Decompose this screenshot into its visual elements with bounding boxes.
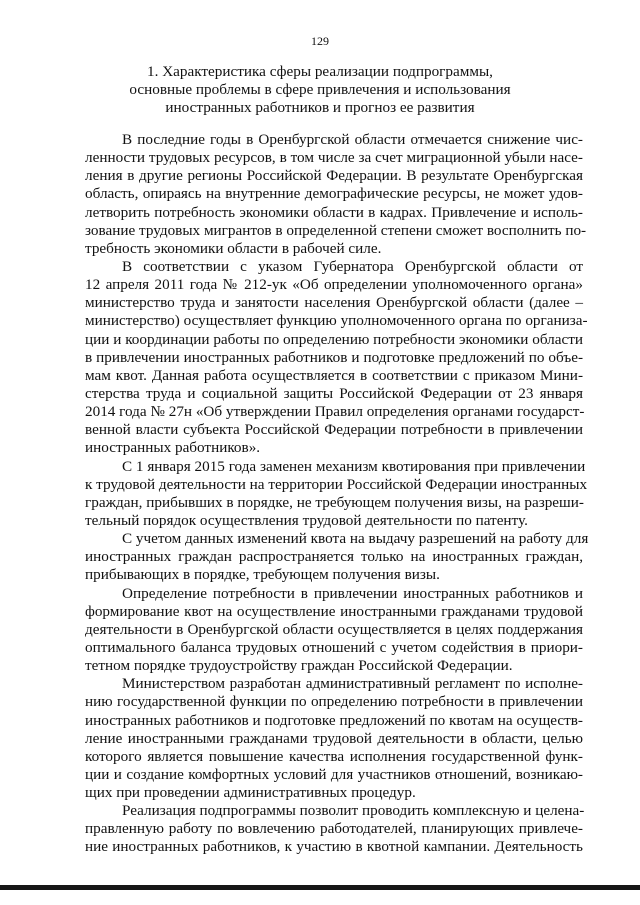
paragraph (85, 585, 583, 676)
paragraph-line: 12 апреля 2011 года № 212-ук «Об определении уполномоченного органа» (85, 276, 583, 294)
paragraph-line: прибывающих в порядке, требующем получения визы. (85, 566, 440, 584)
paragraph-line: Реализация подпрограммы позволит проводить комплексную и целена- (122, 802, 585, 820)
paragraph-line: ции и создание комфортных условий для участников отношений, возникаю- (85, 765, 583, 783)
heading-line: основные проблемы в сфере привлечения и использования (129, 81, 511, 98)
paragraph-line: ние иностранных работников, к участию в квотной кампании. Деятельность (85, 838, 583, 856)
paragraph-line: ции и координации работы по определению потребности экономики области (85, 330, 583, 348)
paragraph-line: Определение потребности в привлечении иностранных работников и (122, 584, 583, 602)
paragraph-line: иностранных граждан распространяется только на иностранных граждан, (85, 548, 583, 566)
paragraph-line: Министерством разработан административный регламент по исполне- (122, 675, 583, 693)
paragraph-line: нию государственной функции по определению потребности в привлечении (85, 693, 583, 711)
heading-line: иностранных работников и прогноз ее развития (165, 99, 475, 116)
paragraph-line: щих при проведении административных процедур. (85, 784, 416, 802)
paragraph-line: ления в другие регионы Российской Федерации. В результате Оренбургская (85, 167, 583, 185)
paragraph-line: ление иностранными гражданами трудовой деятельности в области, целью (85, 729, 583, 747)
paragraph (85, 530, 589, 584)
document-body (85, 131, 589, 857)
paragraph-line: министерство труда и занятости населения Оренбургской области (далее – (85, 294, 583, 312)
paragraph-line: летворить потребность экономики области в кадрах. Привлечение и исполь- (85, 203, 583, 221)
paragraph-line: которого является повышение качества исполнения государственной функ- (85, 747, 583, 765)
paragraph-line: граждан, прибывших в порядке, не требующем получения визы, на разреши- (85, 493, 584, 511)
paragraph-line: иностранных работников». (85, 439, 261, 457)
paragraph-line: тельный порядок осуществления трудовой деятельности по патенту. (85, 511, 528, 529)
paragraph-line: С 1 января 2015 года заменен механизм квотирования при привлечении (122, 457, 586, 475)
paragraph-line: область, опираясь на внутренние демографические ресурсы, не может удов- (85, 185, 583, 203)
paragraph-line: ленности трудовых ресурсов, в том числе за счет миграционной убыли насе- (85, 149, 583, 167)
paragraph (85, 257, 588, 458)
paragraph-line: С учетом данных изменений квота на выдачу разрешений на работу для (122, 530, 589, 548)
paragraph (85, 131, 587, 258)
paragraph-line: оптимального баланса трудовых отношений с учетом содействия в приори- (85, 638, 583, 656)
section-heading (70, 63, 570, 117)
paragraph-line: деятельности в Оренбургской области осуществляется в целях поддержания (85, 620, 583, 638)
paragraph-line: правленную работу по вовлечению работодателей, планирующих привлече- (85, 820, 583, 838)
paragraph-line: стерства труда и социальной защиты Российской Федерации от 23 января (85, 384, 583, 402)
paragraph-line: министерство) осуществляет функцию уполномоченного органа по организа- (85, 312, 588, 330)
paragraph-line: в привлечении иностранных работников и подготовке предложений по объе- (85, 348, 583, 366)
page-number: 129 (311, 34, 329, 48)
paragraph-line: формирование квот на осуществление иностранными гражданами трудовой (85, 602, 583, 620)
paragraph-line: иностранных работников и подготовке предложений по квотам на осуществ- (85, 711, 583, 729)
paragraph-line: В соответствии с указом Губернатора Оренбургской области от (122, 257, 583, 275)
bottom-rule (0, 885, 640, 890)
paragraph-line: к трудовой деятельности на территории Российской Федерации иностранных (85, 475, 588, 493)
paragraph-line: требность экономики области в рабочей силе. (85, 239, 382, 257)
paragraph-line: 2014 года № 27н «Об утверждении Правил определения органами государст- (85, 403, 585, 421)
paragraph (85, 675, 583, 802)
heading-line: 1. Характеристика сферы реализации подпрограммы, (147, 63, 493, 80)
paragraph (85, 802, 583, 856)
paragraph-line: В последние годы в Оренбургской области отмечается снижение чис- (122, 131, 583, 148)
paragraph (85, 457, 588, 531)
paragraph-line: тетном порядке трудоустройству граждан Российской Федерации. (85, 657, 513, 675)
paragraph-line: зование трудовых мигрантов в определенной степени сможет восполнить по- (85, 221, 587, 239)
paragraph-line: венной власти субъекта Российской Федерации потребности в привлечении (85, 421, 583, 439)
paragraph-line: мам квот. Данная работа осуществляется в соответствии с приказом Мини- (85, 366, 583, 384)
